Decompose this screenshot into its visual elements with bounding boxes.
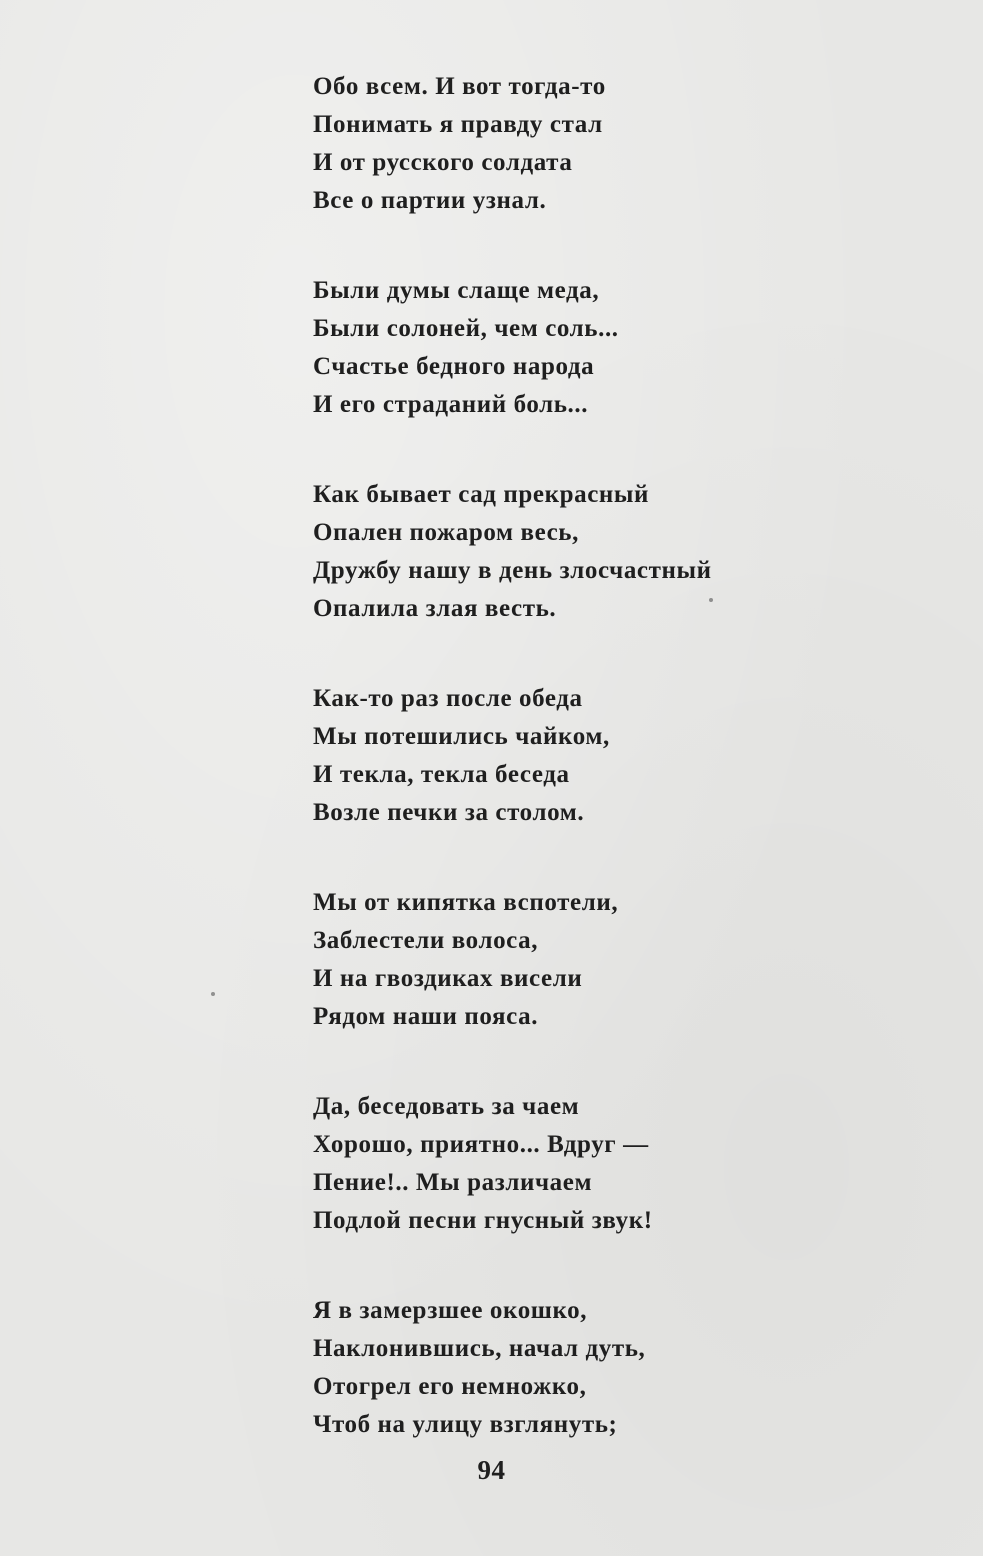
page-number: 94 [477, 1455, 506, 1485]
poem-line: Рядом наши пояса. [313, 1003, 539, 1030]
poem-line: Отогрел его немножко, [313, 1373, 587, 1400]
stanza-6 [313, 1088, 873, 1240]
poem-line: Обо всем. И вот тогда-то [313, 73, 606, 100]
stanza-1 [313, 68, 873, 220]
poem-line: Пение!.. Мы различаем [313, 1169, 593, 1196]
poem-line: Дружбу нашу в день злосчастный [313, 557, 712, 584]
poem-line: Мы от кипятка вспотели, [313, 889, 619, 916]
poem-line: Чтоб на улицу взглянуть; [313, 1411, 618, 1438]
stanza-3 [313, 476, 873, 628]
poem-line: И на гвоздиках висели [313, 965, 583, 992]
poem-line: Да, беседовать за чаем [313, 1093, 580, 1120]
poem-line: Как бывает сад прекрасный [313, 481, 650, 508]
stanza-7 [313, 1292, 873, 1444]
poem-line: Подлой песни гнусный звук! [313, 1207, 653, 1234]
poem-line: Счастье бедного народа [313, 353, 595, 380]
poem-line: И его страданий боль... [313, 391, 589, 418]
poem-line: И текла, текла беседа [313, 761, 570, 788]
poem-line: Опален пожаром весь, [313, 519, 579, 546]
paper-speck [211, 992, 215, 996]
poem-line: И от русского солдата [313, 149, 573, 176]
poem-line: Как-то раз после обеда [313, 685, 583, 712]
poem-line: Были солоней, чем соль... [313, 315, 619, 342]
poem-line: Заблестели волоса, [313, 927, 539, 954]
poem-line: Все о партии узнал. [313, 187, 547, 214]
poem-line: Опалила злая весть. [313, 595, 557, 622]
poem-line: Возле печки за столом. [313, 799, 585, 826]
poem-line: Наклонившись, начал дуть, [313, 1335, 646, 1362]
stanza-5 [313, 884, 873, 1036]
poem-line: Мы потешились чайком, [313, 723, 610, 750]
poem-line: Я в замерзшее окошко, [313, 1297, 588, 1324]
poem-line: Хорошо, приятно... Вдруг — [313, 1131, 649, 1158]
poem-body [313, 68, 873, 1444]
stanza-4 [313, 680, 873, 832]
poem-line: Были думы слаще меда, [313, 277, 600, 304]
stanza-2 [313, 272, 873, 424]
poem-line: Понимать я правду стал [313, 111, 603, 138]
paper-speck [709, 598, 713, 602]
